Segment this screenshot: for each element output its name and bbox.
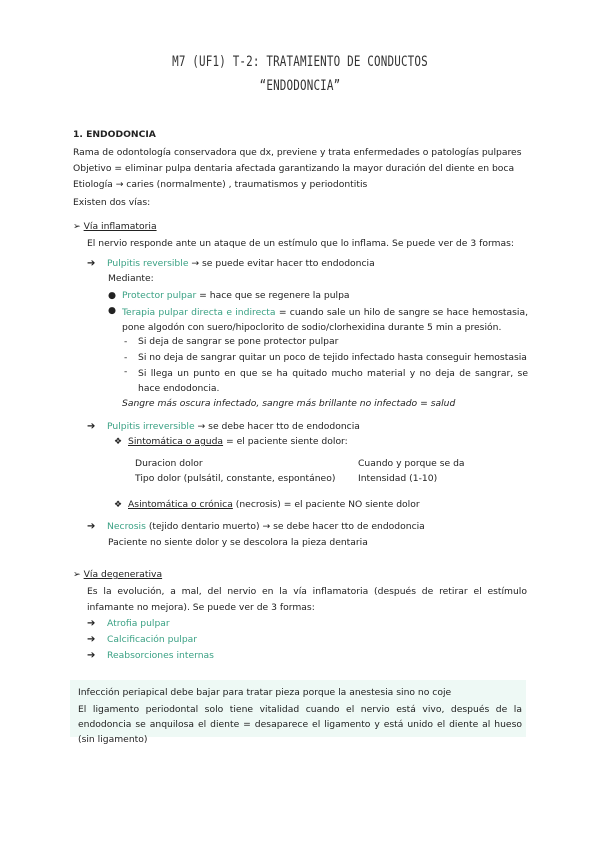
document-title: M7 (UF1) T-2: TRATAMIENTO DE CONDUCTOS [172, 54, 428, 70]
via-inflamatoria-desc: El nervio responde ante un ataque de un estímulo que lo inflama. Se puede ver de 3 formas: [87, 238, 515, 249]
via-inflamatoria-heading [73, 221, 157, 233]
document-subtitle: “ENDODONCIA” [259, 78, 341, 94]
necrosis-text: (tejido dentario muerto) → se debe hacer tto de endodoncia [145, 521, 425, 532]
arrow-right-icon: ➔ [87, 634, 96, 645]
degenerativa-item [87, 634, 197, 646]
pulpitis-reversible-item [87, 258, 375, 270]
pain-col1-val: Tipo dolor (pulsátil, constante, espontáneo) [135, 473, 336, 484]
necrosis-item [87, 521, 425, 533]
pain-col2-head: Cuando y porque se da [358, 458, 465, 469]
arrow-right-icon: ➔ [87, 650, 96, 661]
asintomatica-item [114, 499, 420, 511]
bullet-terapia [108, 305, 528, 335]
degenerativa-item-label: Calcificación pulpar [107, 634, 198, 645]
mediante-label: Mediante: [108, 273, 154, 284]
dash-text-3: Si llega un punto en que se ha quitado mucho material y no deja de sangrar, se hace endodoncia. [138, 368, 528, 394]
objective-text: Objetivo = eliminar pulpa dentaria afectada garantizando la mayor duración del diente en boca [73, 163, 515, 174]
diamond-icon: ❖ [114, 437, 123, 447]
terapia-term: Terapia pulpar directa e indirecta [122, 307, 276, 318]
degenerativa-item-label: Reabsorciones internas [107, 650, 214, 661]
etiology-text: Etiología → caries (normalmente) , traumatismos y periodontitis [73, 179, 368, 190]
via-degenerativa-desc: Es la evolución, a mal, del nervio en la vía inflamatoria (después de retirar el estímulo infamante no mejora). Se puede ver de 3 formas: [87, 586, 527, 613]
pulpitis-reversible-text: → se puede evitar hacer tto endodoncia [188, 258, 375, 269]
dash-item-3: - Si llega un punto en que se ha quitado mucho material y no deja de sangrar, se hace endodoncia. [124, 366, 528, 394]
protector-term: Protector pulpar [122, 290, 197, 301]
blood-note: Sangre más oscura infectado, sangre más brillante no infectado = salud [122, 398, 456, 409]
pulpitis-irreversible-text: → se debe hacer tto de endodoncia [194, 421, 360, 432]
dash-item-1: - Si deja de sangrar se pone protector pulpar [124, 336, 339, 347]
pain-col1-head: Duracion dolor [135, 458, 203, 469]
pulpitis-irreversible-term: Pulpitis irreversible [107, 421, 195, 432]
arrow-right-icon: ➔ [87, 521, 96, 532]
sintomatica-item [114, 436, 348, 448]
callout-line-2: El ligamento periodontal solo tiene vitalidad cuando el nervio está vivo, después de la endodoncia se anquilosa el diente = desaparece el ligamento y está unido el diente al hueso (sin ligamento) [78, 704, 522, 745]
degenerativa-item [87, 618, 170, 630]
bullet-icon: ● [108, 290, 117, 301]
diamond-icon: ❖ [114, 500, 123, 510]
necrosis-term: Necrosis [107, 521, 146, 532]
degenerativa-item [87, 650, 214, 662]
pulpitis-irreversible-item [87, 421, 360, 433]
section-heading: 1. ENDODONCIA [73, 129, 156, 140]
dash-text-1: Si deja de sangrar se pone protector pulpar [138, 336, 339, 347]
dash-item-2: - Si no deja de sangrar quitar un poco de tejido infectado hasta conseguir hemostasia [124, 352, 527, 363]
degenerativa-item-label: Atrofia pulpar [107, 618, 170, 629]
ways-intro: Existen dos vías: [73, 197, 151, 208]
definition-text: Rama de odontología conservadora que dx, previene y trata enfermedades o patologías pulpares [73, 147, 522, 158]
arrowhead-icon: ➢ [73, 569, 81, 580]
pain-col2-val: Intensidad (1-10) [358, 473, 438, 484]
arrow-right-icon: ➔ [87, 258, 96, 269]
necrosis-line2: Paciente no siente dolor y se descolora la pieza dentaria [108, 537, 368, 548]
dash-text-2: Si no deja de sangrar quitar un poco de tejido infectado hasta conseguir hemostasia [138, 352, 527, 363]
protector-text: = hace que se regenere la pulpa [196, 290, 350, 301]
asintomatica-term: Asintomática o crónica [128, 499, 233, 510]
via-inflamatoria-label: Vía inflamatoria [83, 221, 157, 232]
via-degenerativa-label: Vía degenerativa [83, 569, 163, 580]
arrow-right-icon: ➔ [87, 421, 96, 432]
pulpitis-reversible-term: Pulpitis reversible [107, 258, 189, 269]
asintomatica-text: (necrosis) = el paciente NO siente dolor [232, 499, 420, 510]
sintomatica-term: Sintomática o aguda [128, 436, 224, 447]
terapia-rest: = cuando sale un hilo de sangre se hace hemostasia, pone algodón con suero/hipoclorito de sodio/clorhexidina durante 5 min a presión. [122, 307, 528, 333]
bullet-protector [108, 290, 350, 302]
arrow-right-icon: ➔ [87, 618, 96, 629]
via-degenerativa-heading [73, 569, 162, 581]
bullet-icon: ● [108, 305, 117, 316]
arrowhead-icon: ➢ [73, 221, 81, 232]
sintomatica-text: = el paciente siente dolor: [223, 436, 348, 447]
terapia-text [122, 305, 528, 335]
callout-line-1: Infección periapical debe bajar para tratar pieza porque la anestesia sino no coje [78, 687, 452, 698]
